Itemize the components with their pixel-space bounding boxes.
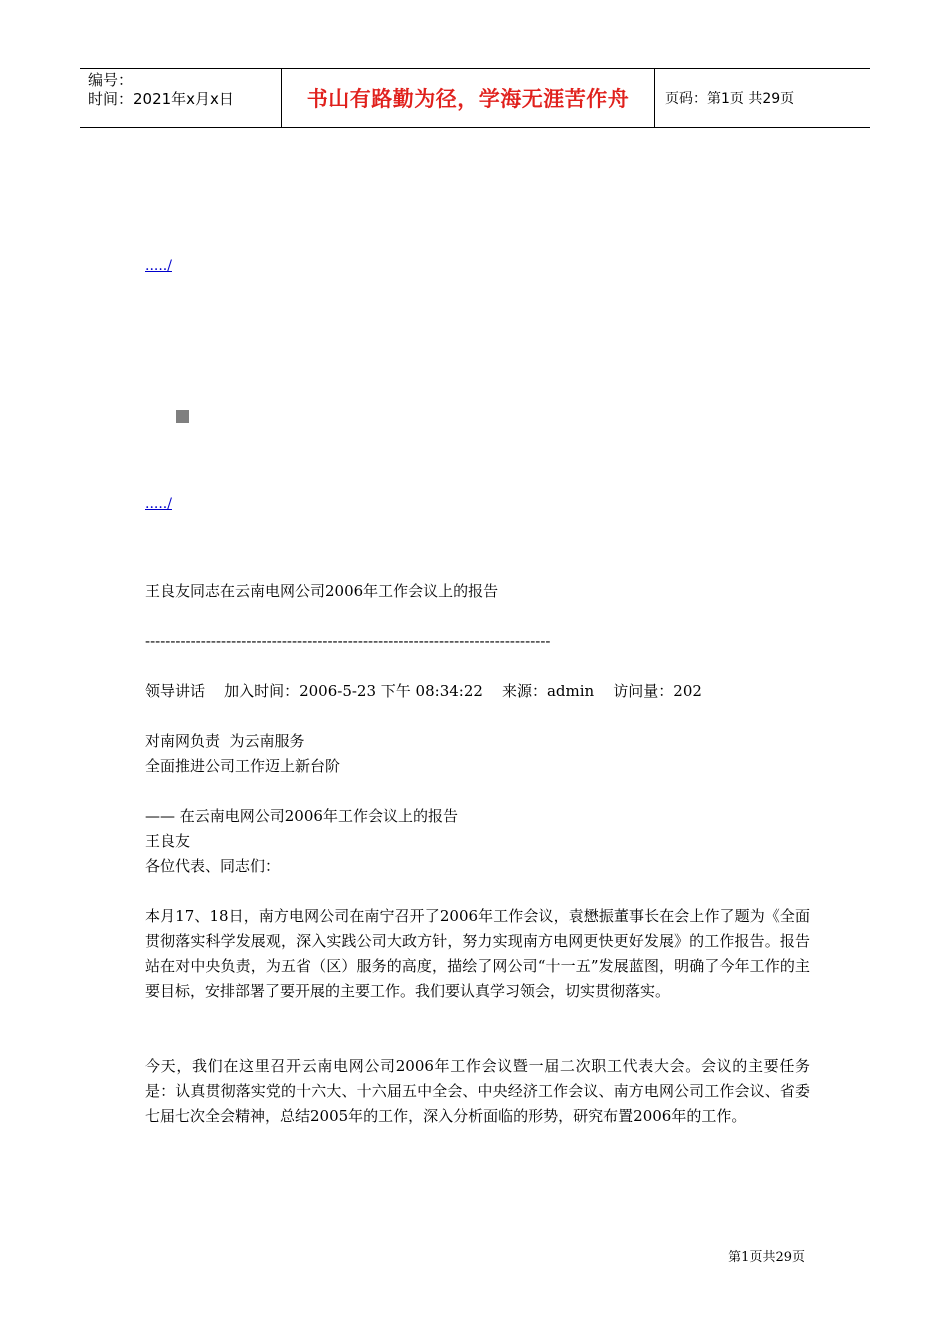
link-top[interactable]: ...../ [145,258,172,274]
header-page-label: 页码：第1页 共29页 [665,91,795,107]
paragraph-1: 本月17、18日，南方电网公司在南宁召开了2006年工作会议，袁懋振董事长在会上作了题为《全面贯彻落实科学发展观，深入实践公司大政方针，努力实现南方电网更快更好发展》的工作报告。报告站在对中央负责，为五省（区）服务的高度，描绘了网公司“十一五”发展蓝图，明确了今年工作的主要目标，安排部署了要开展的主要工作。我们要认真学习领会，切实贯彻落实。 [145,907,810,1000]
document-number-label: 编号： [88,71,134,89]
article-greeting: 各位代表、同志们： [145,857,281,875]
article-author: 王良友 [145,832,191,850]
article-heading [145,729,810,779]
article-byline [145,804,810,879]
document-date-label: 时间：2021年x月x日 [88,90,234,108]
article-divider: -------------------------------------------------------------------------------- [145,632,551,650]
document-header [80,68,870,128]
footer-page-number: 第1页共29页 [728,1250,805,1265]
heading-line-2: 全面推进公司工作迈上新台阶 [145,757,341,775]
heading-line-1: 对南网负责 为云南服务 [145,732,305,750]
article-title: 王良友同志在云南电网公司2006年工作会议上的报告 [145,582,499,600]
header-motto: 书山有路勤为径，学海无涯苦作舟 [282,69,655,127]
article-subtitle: —— 在云南电网公司2006年工作会议上的报告 [145,807,458,825]
article-meta: 领导讲话 加入时间：2006-5-23 下午 08:34:22 来源：admin 访问量：202 [145,682,702,700]
square-bullet-icon [176,410,189,423]
paragraph-2: 今天，我们在这里召开云南电网公司2006年工作会议暨一届二次职工代表大会。会议的主要任务是：认真贯彻落实党的十六大、十六届五中全会、中央经济工作会议、南方电网公司工作会议、省委七届七次全会精神，总结2005年的工作，深入分析面临的形势，研究布置2006年的工作。 [145,1057,810,1125]
header-meta-cell [80,69,282,127]
link-second[interactable]: ...../ [145,496,172,512]
